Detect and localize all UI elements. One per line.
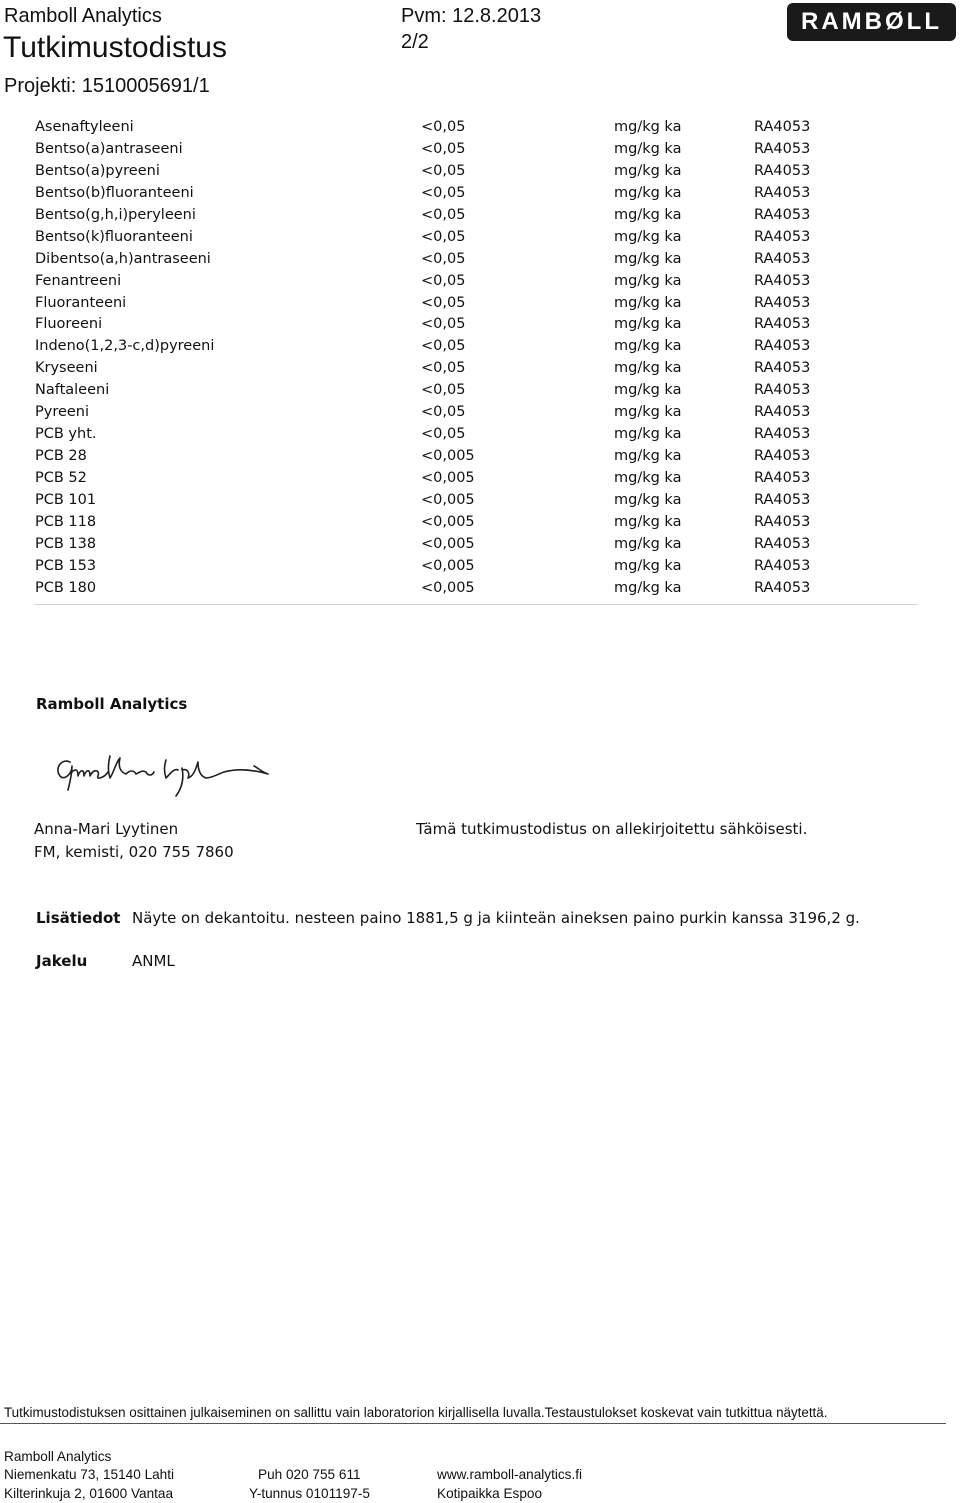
method-code: RA4053 <box>754 294 811 311</box>
table-row <box>0 292 960 314</box>
method-code: RA4053 <box>754 272 811 289</box>
result-value: <0,05 <box>421 228 466 245</box>
document-date: Pvm: 12.8.2013 <box>401 5 542 27</box>
result-value: <0,05 <box>421 294 466 311</box>
results-table <box>0 116 960 599</box>
result-value: <0,05 <box>421 338 466 355</box>
analyte-name: Naftaleeni <box>35 382 110 399</box>
handwritten-signature <box>48 748 278 800</box>
result-value: <0,05 <box>421 272 466 289</box>
method-code: RA4053 <box>754 470 811 486</box>
analyte-name: PCB 153 <box>35 557 97 574</box>
result-unit: mg/kg ka <box>614 491 682 508</box>
table-row <box>0 489 960 511</box>
method-code: RA4053 <box>754 513 811 530</box>
result-unit: mg/kg ka <box>614 404 682 421</box>
result-value: <0,005 <box>421 491 475 508</box>
footer-registered-seat: Kotipaikka Espoo <box>437 1486 543 1501</box>
table-row <box>0 270 960 292</box>
analyte-name: Kryseeni <box>35 360 98 377</box>
table-row <box>0 401 960 423</box>
method-code: RA4053 <box>754 338 811 355</box>
result-value: <0,005 <box>421 470 475 486</box>
analyte-name: Bentso(g,h,i)peryleeni <box>35 206 196 223</box>
signer-name: Anna-Mari Lyytinen <box>34 820 179 838</box>
signature-company: Ramboll Analytics <box>36 695 188 713</box>
method-code: RA4053 <box>754 162 811 179</box>
table-row <box>0 511 960 533</box>
method-code: RA4053 <box>754 206 811 223</box>
result-unit: mg/kg ka <box>614 228 682 245</box>
table-row <box>0 204 960 226</box>
table-row <box>0 555 960 577</box>
analyte-name: Dibentso(a,h)antraseeni <box>35 250 211 267</box>
analyte-name: Fluoreeni <box>35 316 103 333</box>
analyte-name: Bentso(k)fluoranteeni <box>35 228 193 245</box>
signer-title: FM, kemisti, 020 755 7860 <box>34 843 234 861</box>
result-value: <0,05 <box>421 162 466 179</box>
table-row <box>0 467 960 489</box>
result-unit: mg/kg ka <box>614 448 682 465</box>
analyte-name: PCB yht. <box>35 426 97 443</box>
method-code: RA4053 <box>754 491 811 508</box>
table-row <box>0 335 960 357</box>
footer-address-lahti: Niemenkatu 73, 15140 Lahti <box>4 1467 175 1482</box>
method-code: RA4053 <box>754 228 811 245</box>
method-code: RA4053 <box>754 119 811 135</box>
analyte-name: PCB 52 <box>35 470 87 486</box>
method-code: RA4053 <box>754 426 811 443</box>
result-unit: mg/kg ka <box>614 557 682 574</box>
footer-divider <box>0 1423 946 1424</box>
result-unit: mg/kg ka <box>614 206 682 223</box>
results-divider <box>35 604 917 605</box>
table-row <box>0 160 960 182</box>
table-row <box>0 533 960 555</box>
method-code: RA4053 <box>754 360 811 377</box>
result-unit: mg/kg ka <box>614 316 682 333</box>
footer-disclaimer: Tutkimustodistuksen osittainen julkaiseminen on sallittu vain laboratorion kirjallisella luvalla.Testaustulokset koskevat vain tutkittua näytettä. <box>4 1405 828 1420</box>
result-unit: mg/kg ka <box>614 470 682 486</box>
method-code: RA4053 <box>754 382 811 399</box>
result-unit: mg/kg ka <box>614 272 682 289</box>
method-code: RA4053 <box>754 184 811 201</box>
analyte-name: Indeno(1,2,3-c,d)pyreeni <box>35 338 215 355</box>
table-row <box>0 248 960 270</box>
result-value: <0,05 <box>421 382 466 399</box>
distribution-text: ANML <box>132 952 175 970</box>
result-unit: mg/kg ka <box>614 140 682 157</box>
result-unit: mg/kg ka <box>614 162 682 179</box>
project-number: Projekti: 1510005691/1 <box>4 75 210 97</box>
method-code: RA4053 <box>754 404 811 421</box>
page-number: 2/2 <box>401 31 429 53</box>
method-code: RA4053 <box>754 557 811 574</box>
analyte-name: Pyreeni <box>35 404 90 421</box>
result-unit: mg/kg ka <box>614 579 682 596</box>
method-code: RA4053 <box>754 535 811 552</box>
result-value: <0,05 <box>421 316 466 333</box>
analyte-name: Bentso(a)antraseeni <box>35 140 183 157</box>
analyte-name: Bentso(b)fluoranteeni <box>35 184 194 201</box>
result-value: <0,05 <box>421 140 466 157</box>
result-value: <0,05 <box>421 184 466 201</box>
result-value: <0,005 <box>421 448 475 465</box>
footer-phone: Puh 020 755 611 <box>258 1467 361 1482</box>
result-unit: mg/kg ka <box>614 535 682 552</box>
additional-info-label: Lisätiedot <box>36 909 121 927</box>
method-code: RA4053 <box>754 316 811 333</box>
analyte-name: Fluoranteeni <box>35 294 127 311</box>
method-code: RA4053 <box>754 448 811 465</box>
result-unit: mg/kg ka <box>614 513 682 530</box>
result-value: <0,05 <box>421 250 466 267</box>
result-value: <0,05 <box>421 119 466 135</box>
table-row <box>0 116 960 138</box>
footer-website[interactable]: www.ramboll-analytics.fi <box>437 1467 583 1482</box>
result-value: <0,005 <box>421 557 475 574</box>
result-value: <0,05 <box>421 360 466 377</box>
table-row <box>0 182 960 204</box>
table-row <box>0 138 960 160</box>
result-value: <0,05 <box>421 404 466 421</box>
footer-business-id: Y-tunnus 0101197-5 <box>249 1486 370 1501</box>
distribution-label: Jakelu <box>36 952 88 970</box>
result-unit: mg/kg ka <box>614 338 682 355</box>
analyte-name: PCB 118 <box>35 513 97 530</box>
electronic-signature-note: Tämä tutkimustodistus on allekirjoitettu sähköisesti. <box>416 820 808 838</box>
document-title: Tutkimustodistus <box>3 31 227 64</box>
result-unit: mg/kg ka <box>614 426 682 443</box>
result-unit: mg/kg ka <box>614 250 682 267</box>
result-value: <0,05 <box>421 206 466 223</box>
analyte-name: PCB 28 <box>35 448 87 465</box>
table-row <box>0 313 960 335</box>
table-row <box>0 226 960 248</box>
analyte-name: Bentso(a)pyreeni <box>35 162 160 179</box>
footer-company: Ramboll Analytics <box>4 1449 112 1464</box>
result-unit: mg/kg ka <box>614 360 682 377</box>
table-row <box>0 577 960 599</box>
result-value: <0,005 <box>421 535 475 552</box>
table-row <box>0 445 960 467</box>
result-unit: mg/kg ka <box>614 184 682 201</box>
result-unit: mg/kg ka <box>614 382 682 399</box>
footer-address-vantaa: Kilterinkuja 2, 01600 Vantaa <box>4 1486 174 1501</box>
method-code: RA4053 <box>754 140 811 157</box>
table-row <box>0 379 960 401</box>
additional-info-text: Näyte on dekantoitu. nesteen paino 1881,5 g ja kiinteän aineksen paino purkin kanssa 3196,2 g. <box>132 909 860 927</box>
company-name: Ramboll Analytics <box>4 5 162 27</box>
result-value: <0,005 <box>421 579 475 596</box>
method-code: RA4053 <box>754 250 811 267</box>
analyte-name: Fenantreeni <box>35 272 122 289</box>
analyte-name: PCB 101 <box>35 491 97 508</box>
table-row <box>0 357 960 379</box>
ramboll-logo: RAMBØLL <box>787 3 956 41</box>
result-unit: mg/kg ka <box>614 119 682 135</box>
result-value: <0,005 <box>421 513 475 530</box>
result-unit: mg/kg ka <box>614 294 682 311</box>
method-code: RA4053 <box>754 579 811 596</box>
table-row <box>0 423 960 445</box>
analyte-name: PCB 180 <box>35 579 97 596</box>
result-value: <0,05 <box>421 426 466 443</box>
analyte-name: Asenaftyleeni <box>35 119 134 135</box>
analyte-name: PCB 138 <box>35 535 97 552</box>
